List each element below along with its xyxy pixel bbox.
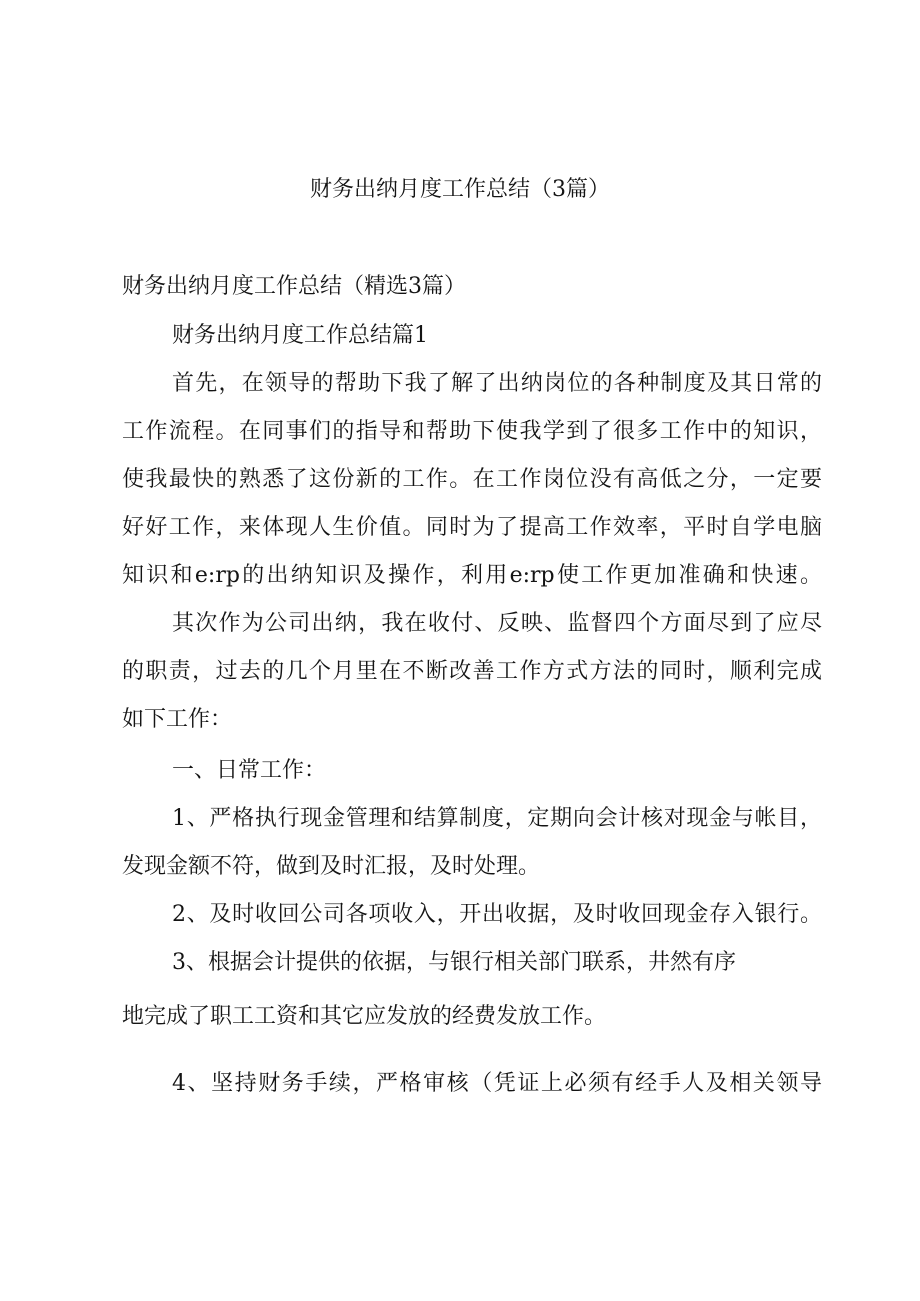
subsection-heading: 一、日常工作： — [172, 758, 327, 783]
list-item-line: 3、根据会计提供的依据，与银行相关部门联系，井然有序 — [172, 950, 736, 975]
list-item-line: 1、严格执行现金管理和结算制度，定期向会计核对现金与帐目， — [172, 806, 822, 831]
body-line: 的职责，过去的几个月里在不断改善工作方式方法的同时，顺利完成 — [122, 659, 822, 684]
body-line: 知识和e:rp的出纳知识及操作，利用e:rp使工作更加准确和快速。 — [122, 563, 822, 588]
list-item-line: 4、坚持财务手续，严格审核（凭证上必须有经手人及相关领导 — [172, 1071, 822, 1096]
body-line: 其次作为公司出纳，我在收付、反映、监督四个方面尽到了应尽 — [172, 611, 822, 636]
document-subtitle: 财务出纳月度工作总结（精选3篇） — [122, 274, 466, 299]
section-heading: 财务出纳月度工作总结篇1 — [172, 323, 428, 348]
list-item-line: 地完成了职工工资和其它应发放的经费发放工作。 — [122, 1004, 607, 1029]
list-item-line: 2、及时收回公司各项收入，开出收据，及时收回现金存入银行。 — [172, 902, 822, 927]
body-line: 首先，在领导的帮助下我了解了出纳岗位的各种制度及其日常的 — [172, 371, 822, 396]
document-title: 财务出纳月度工作总结（3篇） — [310, 177, 610, 202]
body-line: 如下工作： — [122, 707, 233, 732]
body-line: 使我最快的熟悉了这份新的工作。在工作岗位没有高低之分，一定要 — [122, 467, 822, 492]
list-item-line: 发现金额不符，做到及时汇报，及时处理。 — [122, 854, 541, 879]
body-line: 工作流程。在同事们的指导和帮助下使我学到了很多工作中的知识， — [122, 419, 822, 444]
body-line: 好好工作，来体现人生价值。同时为了提高工作效率，平时自学电脑 — [122, 515, 822, 540]
